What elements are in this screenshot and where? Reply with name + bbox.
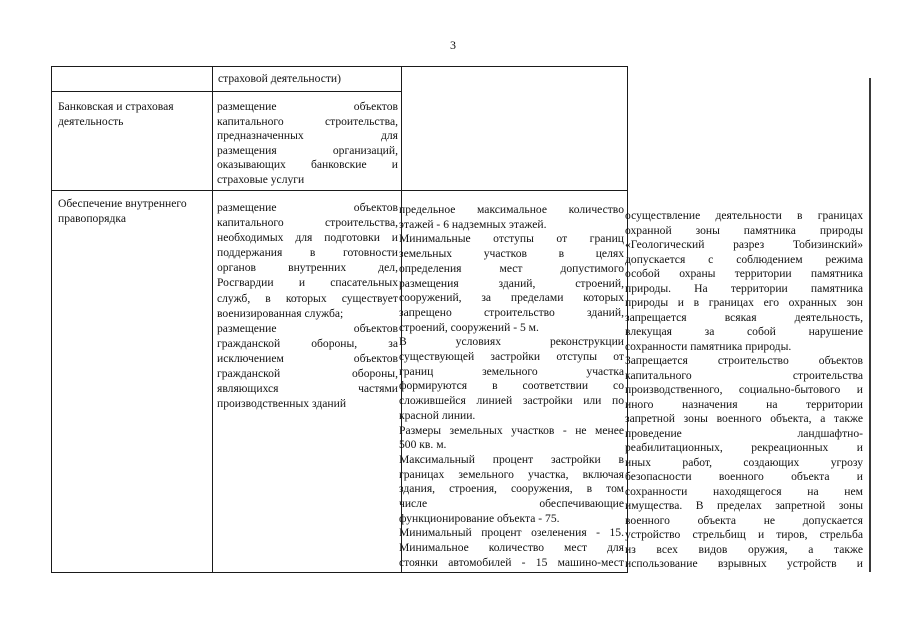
description-line: размещение объектов	[217, 321, 398, 335]
parameter-line: 500 кв. м.	[399, 438, 447, 452]
restriction-line: использование взрывных устройств и	[625, 557, 863, 570]
restriction-line: устройство стрельбищ и тиров, стрельба	[625, 528, 863, 541]
table-top-border	[51, 66, 628, 67]
row-banking-description-cell	[217, 100, 398, 188]
restriction-line: сохранности находящегося на нем	[625, 484, 863, 498]
description-line: служб, в которых существует	[217, 291, 398, 305]
restriction-line: допускается с соблюдением режима	[625, 252, 863, 266]
parameter-line: определения мест допустимого	[399, 261, 624, 275]
parameter-line: числе обеспечивающие	[399, 497, 624, 511]
parameter-line: В условиях реконструкции	[399, 335, 624, 349]
restriction-line: иного назначения на территории	[625, 397, 863, 411]
restriction-line: из всех видов оружия, а также	[625, 542, 863, 556]
restriction-line: Запрещается строительство объектов	[625, 354, 863, 367]
description-line: предназначенных для	[217, 129, 398, 143]
parameter-line: запрещено строительство зданий,	[399, 305, 624, 319]
restriction-line: природы. На территории памятника	[625, 281, 863, 295]
restriction-line: влекущая за собой нарушение	[625, 325, 863, 338]
description-line: Росгвардии и спасательных	[217, 276, 398, 290]
parameter-line: красной линии.	[399, 408, 476, 422]
description-line: гражданской обороны, за	[217, 336, 398, 350]
restriction-line: безопасности военного объекта и	[625, 470, 863, 483]
restriction-line: осуществление деятельности в границах	[625, 209, 863, 222]
description-line: размещение объектов	[217, 201, 398, 214]
parameter-line: Минимальные отступы от границ	[399, 232, 624, 246]
row-banking-name-cell	[58, 100, 206, 129]
restriction-line: охранной зоны памятника природы	[625, 223, 863, 237]
parameter-line: функционирование объекта - 75.	[399, 511, 560, 525]
row-order-name: Обеспечение внутреннего правопорядка	[58, 197, 187, 225]
parameter-line: предельное максимальное количество	[399, 203, 624, 216]
restriction-line: особой охраны территории памятника	[625, 267, 863, 280]
parameter-line: существующей застройки отступы от	[399, 350, 624, 364]
restriction-line: природы и в границах его охранных зон	[625, 296, 863, 309]
restriction-line: капитального строительства	[625, 368, 863, 382]
parameter-line: сложившейся линией застройки или по	[399, 394, 624, 408]
description-line: оказывающих банковские и	[217, 158, 398, 172]
description-line: страховые услуги	[217, 172, 305, 186]
restriction-line: сохранности памятника природы.	[625, 339, 792, 353]
restriction-line: имущества. В пределах запретной зоны	[625, 499, 863, 512]
description-line: исключением объектов	[217, 351, 398, 365]
parameter-line: земельных участков в целях	[399, 247, 624, 261]
row-divider-2	[51, 190, 628, 191]
description-line: производственных зданий	[217, 397, 347, 411]
parameter-line: Минимальный процент озеленения - 15.	[399, 526, 624, 540]
restriction-line: реабилитационных, рекреационных и	[625, 441, 863, 454]
parameter-line: стоянки автомобилей - 15 машино-мест	[399, 555, 624, 569]
description-line: являющихся частями	[217, 382, 398, 396]
row-order-description-cell	[217, 200, 398, 411]
parameter-line: границ земельного участка	[399, 364, 624, 378]
description-line: размещение объектов	[217, 100, 398, 113]
restriction-line: производственного, социально-бытового и	[625, 383, 863, 396]
parameter-line: размещения зданий, строений,	[399, 276, 624, 290]
parameter-line: Максимальный процент застройки в	[399, 452, 624, 466]
parameter-line: формируются в соответствии со	[399, 379, 624, 393]
column-divider-1	[212, 66, 213, 573]
restriction-line: проведение ландшафтно-	[625, 426, 863, 440]
description-line: поддержания в готовности	[217, 246, 398, 260]
parameter-line: Размеры земельных участков - не менее	[399, 423, 624, 437]
row-order-name-cell	[58, 197, 206, 226]
description-line: размещения организаций,	[217, 143, 398, 157]
description-line: гражданской обороны,	[217, 367, 398, 381]
continuation-description-text: страховой деятельности)	[218, 72, 341, 85]
row-divider-1	[51, 91, 402, 92]
description-line: капитального строительства,	[217, 216, 398, 230]
description-line: органов внутренних дел,	[217, 261, 398, 275]
continuation-description-cell	[218, 72, 398, 87]
right-edge-mark	[869, 78, 871, 572]
parameter-line: строений, сооружений - 5 м.	[399, 320, 539, 334]
restriction-line: «Геологический разрез Тобизинский»	[625, 238, 863, 251]
parameter-line: Минимальное количество мест для	[399, 541, 624, 555]
restriction-line: иных работ, создающих угрозу	[625, 455, 863, 469]
row-order-parameters-cell	[399, 203, 624, 571]
row-banking-name: Банковская и страховая деятельность	[58, 100, 174, 128]
page-number: 3	[450, 38, 456, 52]
parameter-line: этажей - 6 надземных этажей.	[399, 217, 547, 231]
description-line: капитального строительства,	[217, 114, 398, 128]
parameter-line: здания, строения, сооружения, в том	[399, 482, 624, 496]
table-left-border	[51, 66, 52, 573]
restriction-line: военного объекта не допускается	[625, 513, 863, 527]
description-line: военизированная служба;	[217, 306, 344, 320]
restriction-line: запретной зоны военного объекта, а также	[625, 412, 863, 425]
parameter-line: сооружений, за пределами которых	[399, 291, 624, 305]
parameter-line: границах земельного участка, включая	[399, 467, 624, 481]
row-order-restrictions-cell	[625, 209, 863, 572]
description-line: необходимых для подготовки и	[217, 231, 398, 245]
restriction-line: запрещается всякая деятельность,	[625, 310, 863, 324]
table-bottom-border	[51, 572, 628, 573]
